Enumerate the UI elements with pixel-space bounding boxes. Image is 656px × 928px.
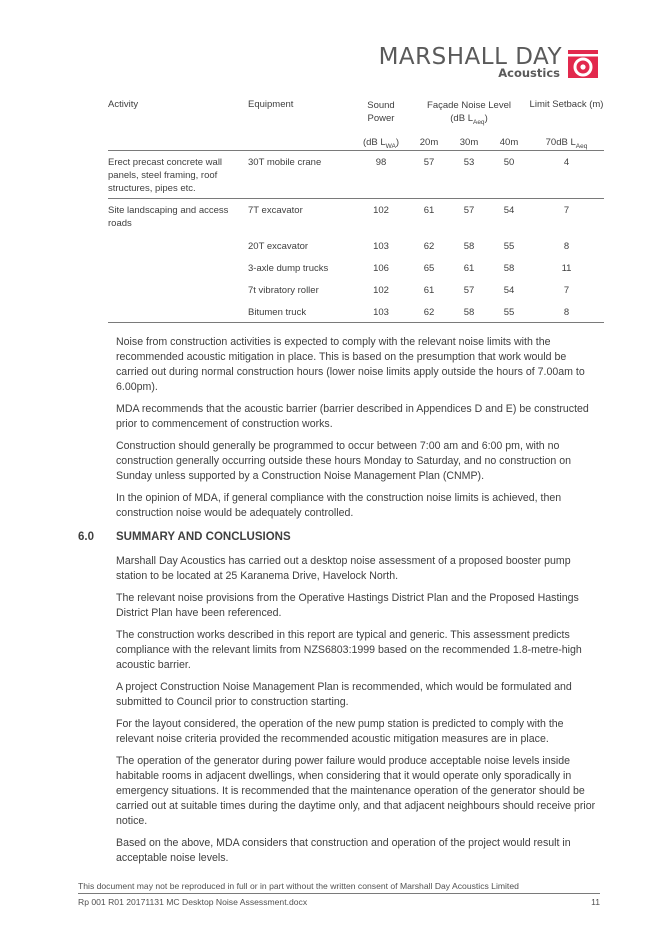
cell-sound-power: 102 xyxy=(373,284,389,296)
cell-20m: 62 xyxy=(423,306,435,318)
cell-equipment: 3-axle dump trucks xyxy=(248,262,329,274)
logo-sub: Acoustics xyxy=(498,66,560,80)
col-30m: 30m xyxy=(459,136,479,148)
cell-40m: 54 xyxy=(503,284,515,296)
table-row xyxy=(108,301,604,323)
construction-noise-table xyxy=(108,94,604,323)
section-number: 6.0 xyxy=(78,531,94,543)
cell-30m: 53 xyxy=(463,157,475,169)
cell-setback: 7 xyxy=(563,284,570,296)
cell-30m: 58 xyxy=(463,240,475,252)
cell-sound-power: 106 xyxy=(373,262,389,274)
cell-activity xyxy=(108,279,248,301)
cell-activity: Erect precast concrete wall panels, steel framing, roof structures, pipes etc. xyxy=(108,157,223,195)
cell-equipment: 20T excavator xyxy=(248,240,309,252)
col-activity: Activity xyxy=(108,99,139,110)
cell-30m: 57 xyxy=(463,284,475,296)
summary-paragraphs xyxy=(116,554,596,866)
cell-activity xyxy=(108,257,248,279)
table-body xyxy=(108,151,604,323)
cell-30m: 58 xyxy=(463,306,475,318)
cell-equipment: Bitumen truck xyxy=(248,306,307,318)
cell-equipment: 30T mobile crane xyxy=(248,157,322,169)
document-reference: Rp 001 R01 20171131 MC Desktop Noise Assessment.docx xyxy=(78,897,308,907)
cell-40m: 50 xyxy=(503,157,515,169)
table-row xyxy=(108,151,604,199)
cell-setback: 7 xyxy=(563,205,570,217)
cell-sound-power: 98 xyxy=(375,157,387,169)
cell-20m: 61 xyxy=(423,284,435,296)
table-row xyxy=(108,257,604,279)
paragraph: A project Construction Noise Management Plan is recommended, which would be formulated and submitted to Council prior to construction starting. xyxy=(116,681,572,708)
cell-20m: 65 xyxy=(423,262,435,274)
cell-setback: 8 xyxy=(563,240,570,252)
cell-setback: 8 xyxy=(563,306,570,318)
paragraph: MDA recommends that the acoustic barrier (barrier described in Appendices D and E) be constructed prior to commencement of construction works. xyxy=(116,403,589,430)
cell-sound-power: 103 xyxy=(373,306,389,318)
cell-20m: 61 xyxy=(423,205,435,217)
cell-30m: 61 xyxy=(463,262,475,274)
cell-30m: 57 xyxy=(463,205,475,217)
paragraph: The operation of the generator during power failure would produce acceptable noise levels inside habitable rooms in adjacent dwellings, when considering that it would operate only sporadically in emergency situations. It is recommended that the maintenance operation of the generator should be carried out at suitable times during the daytime only, and that adjacent neighbours should receive prior notice. xyxy=(116,755,596,827)
cell-activity: Site landscaping and access roads xyxy=(108,205,229,230)
table-row xyxy=(108,279,604,301)
logo-name: MARSHALL DAY xyxy=(378,44,562,70)
table-row xyxy=(108,199,604,235)
footer-divider xyxy=(78,893,600,894)
cell-sound-power: 103 xyxy=(373,240,389,252)
col-20m: 20m xyxy=(419,136,439,148)
cell-40m: 58 xyxy=(503,262,515,274)
copyright-note: This document may not be reproduced in full or in part without the written consent of Marshall Day Acoustics Limited xyxy=(78,881,519,891)
paragraph: In the opinion of MDA, if general compliance with the construction noise limits is achieved, then construction noise would be adequately controlled. xyxy=(116,492,562,519)
cell-40m: 55 xyxy=(503,240,515,252)
cell-equipment: 7T excavator xyxy=(248,205,303,217)
paragraph: Noise from construction activities is expected to comply with the relevant noise limits with the recommended acoustic mitigation in place. This is based on the presumption that work would be carried out during normal construction hours (lower noise limits apply outside the hours of 7.00am to 6.00pm). xyxy=(116,336,585,393)
col-setback: Limit Setback (m) xyxy=(529,99,604,110)
paragraph: For the layout considered, the operation of the new pump station is predicted to comply with the relevant noise criteria provided the recommended acoustic mitigation measures are in place. xyxy=(116,718,564,745)
facade-unit: (dB $L_{Aeq}$) xyxy=(450,113,488,126)
cell-setback: 4 xyxy=(563,157,570,169)
setback-unit: 70dB $L_{Aeq}$ xyxy=(545,136,588,150)
section-title: SUMMARY AND CONCLUSIONS xyxy=(116,531,291,543)
cell-setback: 11 xyxy=(561,262,572,274)
paragraph: The relevant noise provisions from the Operative Hastings District Plan and the Proposed Hastings District Plan have been referenced. xyxy=(116,592,579,619)
col-sound-power: Sound Power xyxy=(367,100,395,124)
paragraph: Based on the above, MDA considers that construction and operation of the project would result in acceptable noise levels. xyxy=(116,837,571,864)
paragraph: Marshall Day Acoustics has carried out a desktop noise assessment of a proposed booster pump station to be located at 25 Karanema Drive, Havelock North. xyxy=(116,555,571,582)
cell-20m: 57 xyxy=(423,157,435,169)
cell-equipment: 7t vibratory roller xyxy=(248,284,319,296)
page-number: 11 xyxy=(591,897,600,907)
cell-40m: 55 xyxy=(503,306,515,318)
cell-activity xyxy=(108,301,248,323)
facade-title: Façade Noise Level xyxy=(427,100,511,111)
col-equipment: Equipment xyxy=(248,99,294,110)
cell-40m: 54 xyxy=(503,205,515,217)
construction-paragraphs xyxy=(116,335,596,521)
paragraph: Construction should generally be programmed to occur between 7:00 am and 6:00 pm, with no construction generally occurring outside these hours Monday to Saturday, and no construction on Sunday unless supported by a Construction Noise Management Plan (CNMP). xyxy=(116,440,572,482)
col-facade xyxy=(409,94,529,129)
cell-sound-power: 102 xyxy=(373,205,389,217)
sound-power-unit: (dB $L_{WA}$) xyxy=(362,136,400,150)
company-logo xyxy=(370,44,600,84)
paragraph: The construction works described in this report are typical and generic. This assessment predicts compliance with the relevant limits from NZS6803:1999 based on the recommended 1.8-metre-high acoustic barrier. xyxy=(116,629,582,671)
cell-activity xyxy=(108,235,248,257)
table-row xyxy=(108,235,604,257)
logo-mark-icon xyxy=(566,46,600,80)
section-heading xyxy=(78,531,291,543)
col-40m: 40m xyxy=(499,136,519,148)
cell-20m: 62 xyxy=(423,240,435,252)
